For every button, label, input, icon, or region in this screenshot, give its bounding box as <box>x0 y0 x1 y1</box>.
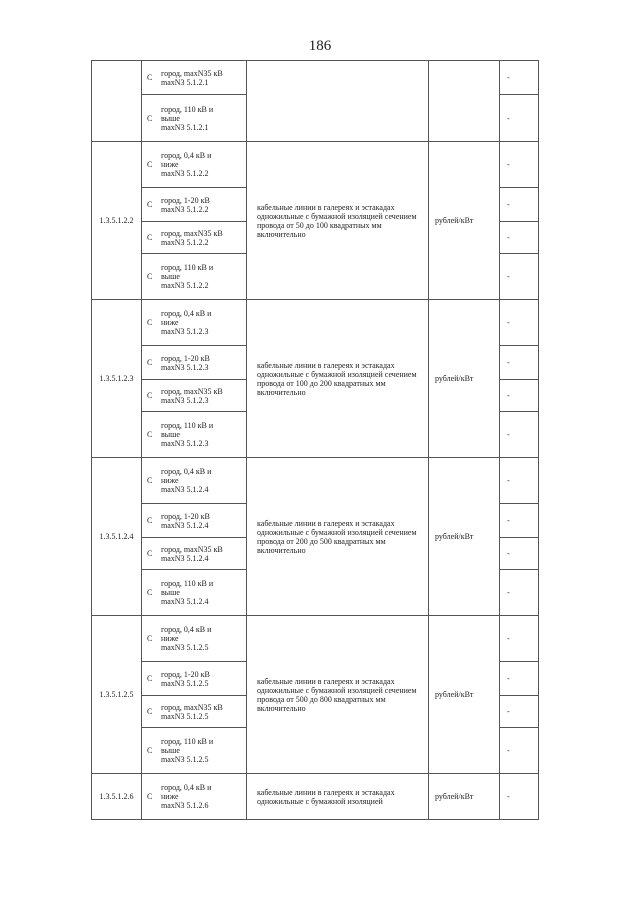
description-cell <box>247 300 429 458</box>
value-cell: - <box>500 458 539 504</box>
value-cell: - <box>500 142 539 188</box>
description-text: кабельные линии в галереях и эстакадах одножильные с бумажной изоляцией сечением провода от 100 до 200 квадратных мм включительно <box>257 360 417 397</box>
table-row <box>92 774 539 820</box>
value-cell: - <box>500 254 539 300</box>
description-text: кабельные линии в галереях и эстакадах одножильные с бумажной изоляцией сечением провода от 500 до 800 квадратных мм включительно <box>257 676 417 713</box>
code-cell <box>92 61 142 142</box>
table-row <box>92 300 539 346</box>
condition-cell <box>142 774 247 820</box>
condition-text: город, 110 кВ и выше maxN3 5.1.2.2 <box>161 263 214 290</box>
category-label: С <box>147 391 153 400</box>
condition-cell <box>142 61 247 95</box>
condition-text: город, 0,4 кВ и ниже maxN3 5.1.2.2 <box>161 151 212 178</box>
description-text: кабельные линии в галереях и эстакадах одножильные с бумажной изоляцией сечением провода от 50 до 100 квадратных мм включительно <box>257 202 417 239</box>
page-number: 186 <box>308 38 332 54</box>
condition-cell <box>142 538 247 570</box>
code-cell: 1.3.5.1.2.2 <box>92 142 142 300</box>
category-label: С <box>147 318 153 327</box>
condition-text: город, 110 кВ и выше maxN3 5.1.2.3 <box>161 421 214 448</box>
value-cell: - <box>500 774 539 820</box>
condition-text: город, maxN35 кВ maxN3 5.1.2.2 <box>161 228 223 247</box>
value-cell: - <box>500 662 539 696</box>
value-cell: - <box>500 61 539 95</box>
condition-text: город, 110 кВ и выше maxN3 5.1.2.5 <box>161 737 214 764</box>
condition-text: город, 0,4 кВ и ниже maxN3 5.1.2.6 <box>161 783 212 810</box>
category-label: С <box>147 588 153 597</box>
unit-cell: рублей/кВт <box>429 142 500 300</box>
category-label: С <box>147 516 153 525</box>
table-row <box>92 61 539 95</box>
value-cell: - <box>500 380 539 412</box>
description-cell <box>247 774 429 820</box>
condition-text: город, 1-20 кВ maxN3 5.1.2.5 <box>161 669 210 688</box>
condition-cell <box>142 728 247 774</box>
category-label: С <box>147 233 153 242</box>
category-label: С <box>147 634 153 643</box>
condition-text: город, 110 кВ и выше maxN3 5.1.2.4 <box>161 579 214 606</box>
condition-cell <box>142 222 247 254</box>
condition-cell <box>142 458 247 504</box>
condition-text: город, 1-20 кВ maxN3 5.1.2.2 <box>161 195 210 214</box>
category-label: С <box>147 113 153 123</box>
category-label: С <box>147 430 153 439</box>
category-label: С <box>147 73 153 82</box>
category-label: С <box>147 549 153 558</box>
description-text: кабельные линии в галереях и эстакадах одножильные с бумажной изоляцией <box>257 787 395 806</box>
condition-cell <box>142 412 247 458</box>
condition-cell <box>142 570 247 616</box>
category-label: С <box>147 160 153 169</box>
description-cell <box>247 61 429 142</box>
condition-cell <box>142 95 247 142</box>
condition-cell <box>142 254 247 300</box>
value-cell: - <box>500 696 539 728</box>
condition-text: город, maxN35 кВ maxN3 5.1.2.1 <box>161 68 223 87</box>
category-label: С <box>147 792 153 801</box>
description-cell <box>247 142 429 300</box>
unit-cell: рублей/кВт <box>429 774 500 820</box>
category-label: С <box>147 674 153 683</box>
code-cell: 1.3.5.1.2.3 <box>92 300 142 458</box>
category-label: С <box>147 707 153 716</box>
value-cell: - <box>500 616 539 662</box>
value-cell: - <box>500 538 539 570</box>
category-label: С <box>147 746 153 755</box>
unit-cell: рублей/кВт <box>429 300 500 458</box>
description-text: кабельные линии в галереях и эстакадах одножильные с бумажной изоляцией сечением провода от 200 до 500 квадратных мм включительно <box>257 518 417 555</box>
description-cell <box>247 616 429 774</box>
table-row <box>92 458 539 504</box>
condition-text: город, 1-20 кВ maxN3 5.1.2.4 <box>161 511 210 530</box>
code-cell: 1.3.5.1.2.4 <box>92 458 142 616</box>
condition-text: город, 0,4 кВ и ниже maxN3 5.1.2.3 <box>161 309 212 336</box>
category-label: С <box>147 358 153 367</box>
condition-text: город, 0,4 кВ и ниже maxN3 5.1.2.4 <box>161 467 212 494</box>
condition-cell <box>142 142 247 188</box>
condition-text: город, maxN35 кВ maxN3 5.1.2.3 <box>161 386 223 405</box>
condition-cell <box>142 380 247 412</box>
condition-cell <box>142 188 247 222</box>
table-row <box>92 616 539 662</box>
condition-cell <box>142 662 247 696</box>
value-cell: - <box>500 504 539 538</box>
condition-text: город, maxN35 кВ maxN3 5.1.2.4 <box>161 544 223 563</box>
table-row <box>92 142 539 188</box>
category-label: С <box>147 272 153 281</box>
condition-text: город, 0,4 кВ и ниже maxN3 5.1.2.5 <box>161 625 212 652</box>
value-cell: - <box>500 346 539 380</box>
category-label: С <box>147 476 153 485</box>
code-cell: 1.3.5.1.2.5 <box>92 616 142 774</box>
condition-cell <box>142 616 247 662</box>
unit-cell: рублей/кВт <box>429 616 500 774</box>
value-cell: - <box>500 728 539 774</box>
value-cell: - <box>500 412 539 458</box>
unit-cell: рублей/кВт <box>429 458 500 616</box>
value-cell: - <box>500 570 539 616</box>
condition-cell <box>142 346 247 380</box>
condition-cell <box>142 300 247 346</box>
condition-text: город, 110 кВ и выше maxN3 5.1.2.1 <box>161 104 214 132</box>
unit-cell <box>429 61 500 142</box>
value-cell: - <box>500 95 539 142</box>
code-cell: 1.3.5.1.2.6 <box>92 774 142 820</box>
category-label: С <box>147 200 153 209</box>
value-cell: - <box>500 188 539 222</box>
condition-text: город, 1-20 кВ maxN3 5.1.2.3 <box>161 353 210 372</box>
tariff-table <box>91 60 539 820</box>
condition-text: город, maxN35 кВ maxN3 5.1.2.5 <box>161 702 223 721</box>
value-cell: - <box>500 300 539 346</box>
description-cell <box>247 458 429 616</box>
value-cell: - <box>500 222 539 254</box>
condition-cell <box>142 696 247 728</box>
condition-cell <box>142 504 247 538</box>
